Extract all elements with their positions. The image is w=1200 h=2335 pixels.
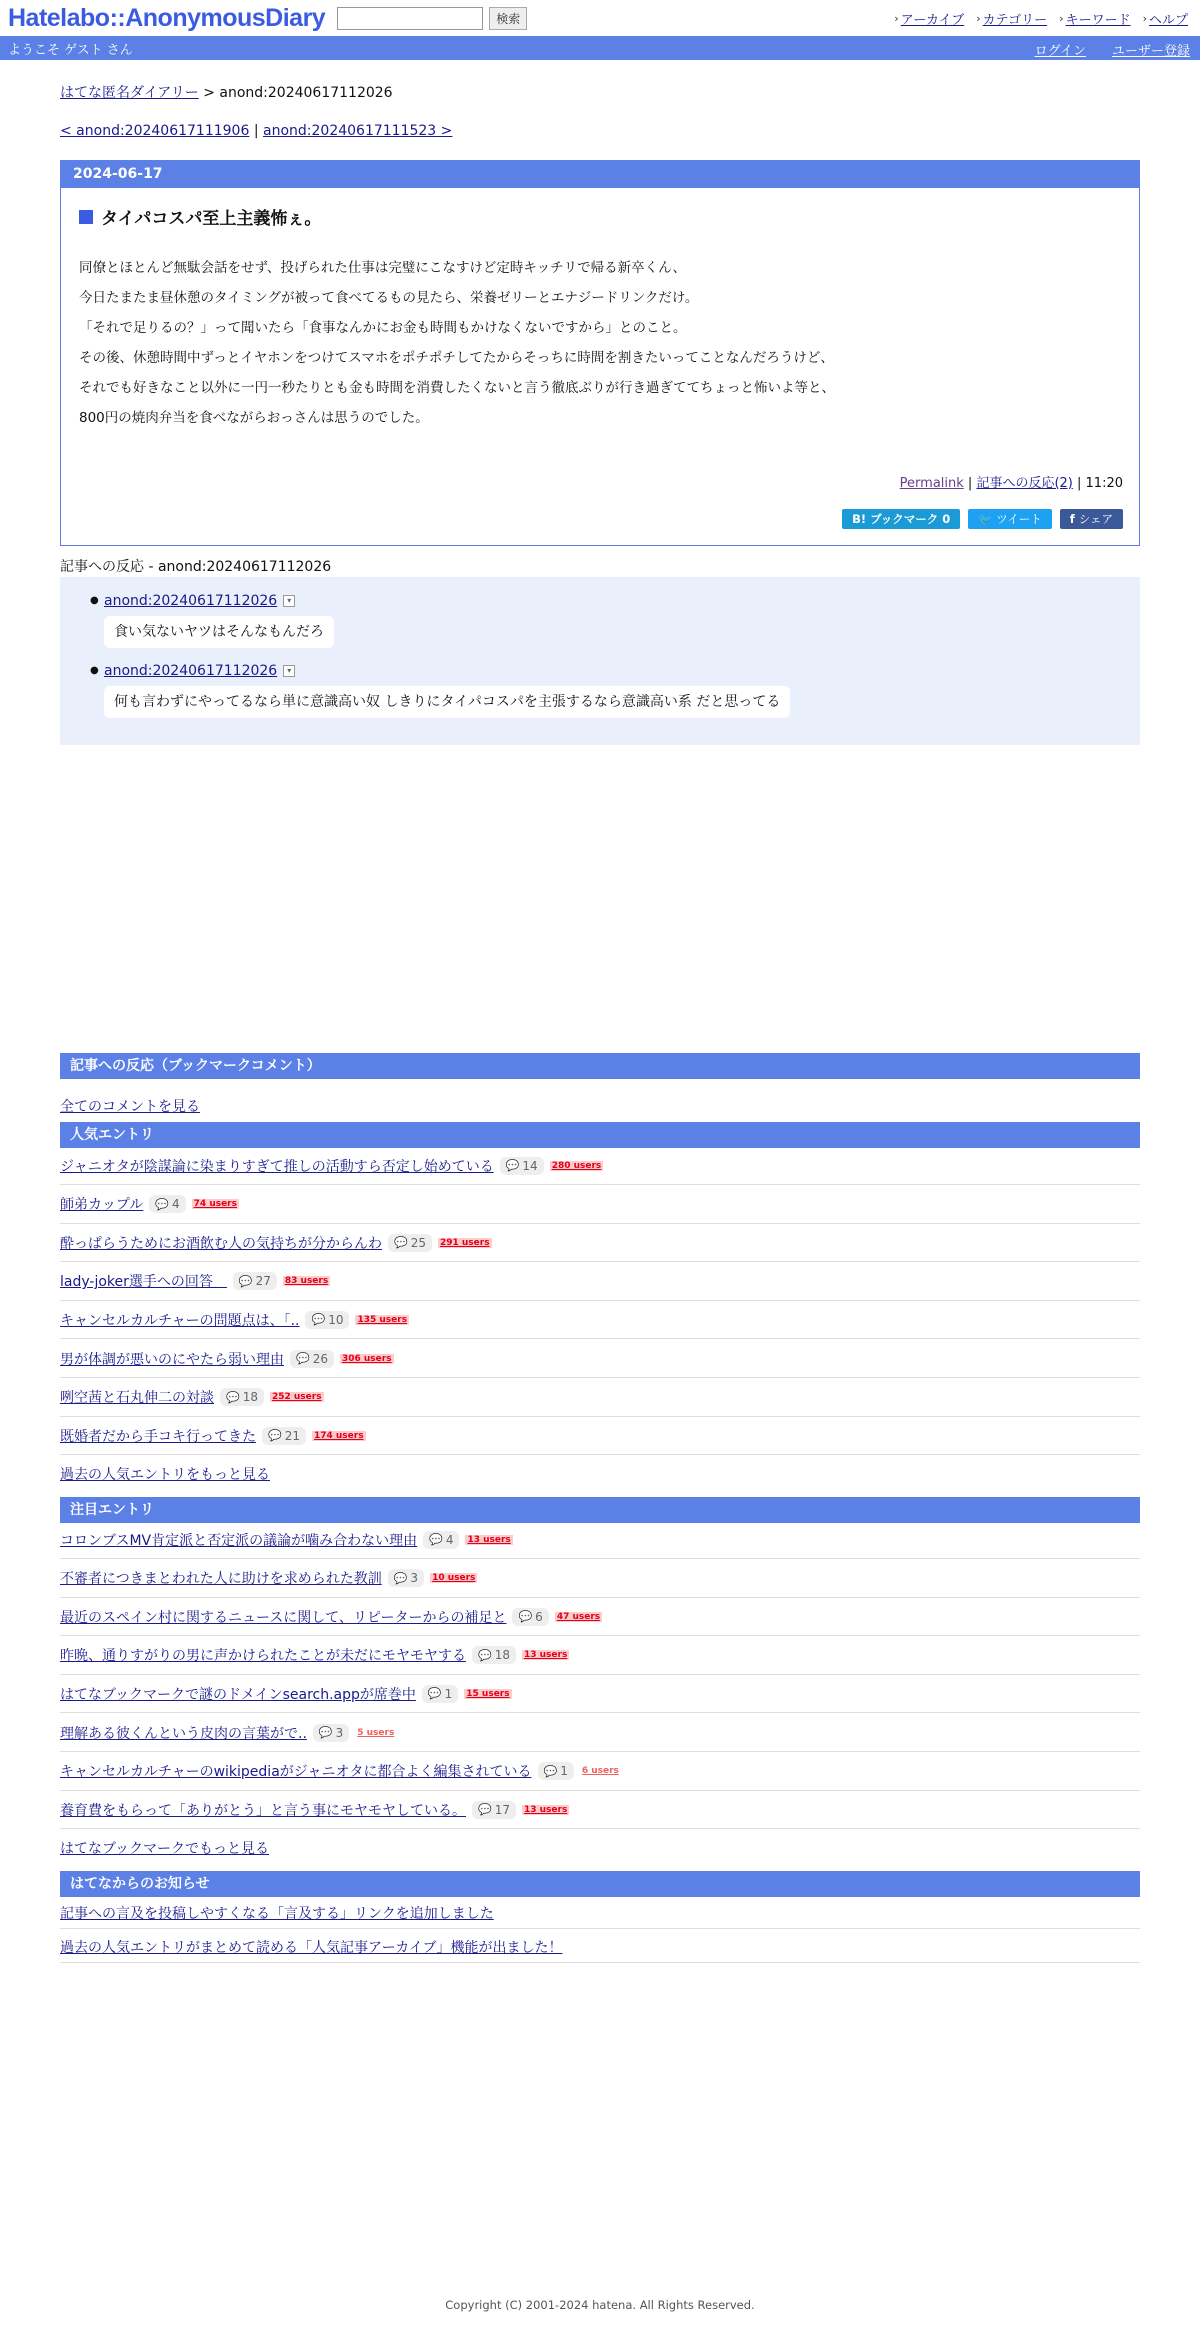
site-logo[interactable]: Hatelabo::AnonymousDiary [8, 3, 326, 32]
body-line: 今日たまたま昼休憩のタイミングが被って食べてるもの見たら、栄養ゼリーとエナジードリンクだけ。 [79, 290, 699, 306]
comment-count[interactable] [220, 1388, 264, 1406]
comment-count-value: 1 [560, 1764, 568, 1779]
bookmark-users-badge[interactable]: 74 users [193, 1199, 237, 1210]
chevron-right-icon: › [894, 12, 899, 25]
news-link[interactable]: 記事への言及を投稿しやすくなる「言及する」リンクを追加しました [60, 1905, 494, 1922]
comment-count-value: 25 [410, 1235, 426, 1250]
news-link[interactable]: 過去の人気エントリがまとめて読める「人気記事アーカイブ」機能が出ました！ [60, 1939, 563, 1956]
chevron-right-icon: › [1142, 12, 1147, 25]
tweet-button[interactable] [968, 509, 1051, 529]
bookmark-users-badge[interactable]: 135 users [357, 1314, 408, 1325]
permalink[interactable]: Permalink [899, 476, 964, 491]
body-line: 「それで足りるの？」って聞いたら「食事なんかにお金も時間もかけなくないですから」とのこと。 [79, 320, 687, 336]
login-link[interactable]: ログイン [1034, 44, 1086, 59]
comment-icon: 💬 [543, 1764, 558, 1778]
welcome-bar [0, 36, 1200, 60]
bookmark-users-badge[interactable]: 10 users [432, 1573, 476, 1584]
entry-date: 2024-06-17 [61, 161, 1139, 188]
entry-title-link[interactable]: キャンセルカルチャーのwikipediaがジャニオタに都合よく編集されている [60, 1764, 532, 1781]
comment-count[interactable] [388, 1234, 432, 1252]
comment-count-value: 27 [255, 1274, 271, 1289]
entry-title-link[interactable]: 師弟カップル [60, 1197, 144, 1214]
entry-row [60, 1186, 1140, 1224]
comment-icon: 💬 [296, 1352, 310, 1365]
entry-title-link[interactable]: 酔っぱらうためにお酒飲む人の気持ちが分からんわ [60, 1235, 382, 1252]
search-button[interactable]: 検索 [489, 7, 527, 30]
welcome-text: ようこそ ゲスト さん [8, 42, 133, 58]
comment-count-value: 6 [535, 1609, 543, 1624]
comment-count-value: 3 [335, 1725, 344, 1740]
entry-row [60, 1598, 1140, 1636]
entry-title-link[interactable]: コロンブスMV肯定派と否定派の議論が噛み合わない理由 [60, 1532, 418, 1549]
comment-icon: 💬 [226, 1390, 240, 1404]
bookmark-users-badge[interactable]: 15 users [466, 1688, 510, 1699]
facebook-icon: f [1069, 512, 1079, 526]
prev-next-sep: | [249, 123, 264, 139]
entry-row [60, 1417, 1140, 1455]
see-all-comments-link[interactable]: 全てのコメントを見る [60, 1099, 200, 1115]
reaction-link[interactable]: anond:20240617112026 [104, 663, 278, 679]
entry-row [60, 1224, 1140, 1262]
diary-entry [60, 160, 1140, 546]
entry-title-link[interactable]: 昨晩、通りすがりの男に声かけられたことが未だにモヤモヤする [60, 1648, 466, 1665]
reaction-item [90, 663, 295, 679]
comment-count-value: 3 [410, 1571, 419, 1586]
entry-row [60, 1340, 1140, 1378]
bookmark-users-badge[interactable]: 13 users [523, 1804, 568, 1815]
body-line: その後、休憩時間中ずっとイヤホンをつけてスマホをポチポチしてたからそっちに時間を割きたいってことなんだろうけど、 [79, 350, 834, 366]
comment-icon: 💬 [393, 1571, 408, 1585]
comment-count-value: 21 [284, 1428, 300, 1443]
comment-count-value: 26 [312, 1351, 328, 1366]
entry-title-link[interactable]: 既婚者だから手コキ行ってきた [60, 1428, 256, 1445]
bookmark-comments-header: 記事への反応（ブックマークコメント） [60, 1053, 1140, 1079]
nav-keyword-link[interactable]: キーワード [1065, 13, 1131, 28]
copyright: Copyright (C) 2001-2024 hatena. All Rights Reserved. [445, 2298, 755, 2312]
entry-row [60, 1714, 1140, 1752]
tweet-label: ツイート [996, 512, 1042, 526]
breadcrumb-sep: > [198, 85, 220, 101]
entry-time: 11:20 [1085, 476, 1123, 491]
comment-count-value: 1 [444, 1686, 453, 1701]
comment-count[interactable] [388, 1569, 424, 1587]
entry-row [60, 1301, 1140, 1339]
top-nav [894, 9, 1188, 28]
bookmark-users-badge[interactable]: 252 users [271, 1392, 322, 1403]
entry-row [60, 1379, 1140, 1417]
popular-more-link[interactable]: 過去の人気エントリをもっと見る [60, 1467, 270, 1483]
comment-icon: 💬 [394, 1236, 408, 1250]
nav-archive[interactable] [894, 9, 964, 28]
nav-category[interactable] [976, 9, 1047, 28]
entry-title-link[interactable]: ジャニオタが陰謀論に染まりすぎて推しの活動すら否定し始めている [60, 1158, 494, 1175]
body-line: 800円の焼肉弁当を食べながらおっさんは思うのでした。 [79, 410, 429, 426]
reactions-link[interactable]: 記事への反応(2) [976, 476, 1073, 491]
comment-count[interactable] [313, 1724, 349, 1742]
breadcrumb [60, 82, 393, 102]
comment-count[interactable] [233, 1272, 277, 1290]
bullet-icon: ● [90, 665, 99, 676]
entry-title-link[interactable]: 理解ある彼くんという皮肉の言葉がで.. [60, 1725, 307, 1742]
chevron-right-icon: › [976, 12, 981, 25]
news-item [60, 1897, 1140, 1929]
entry-title-link[interactable]: はてなブックマークで謎のドメインsearch.appが席巻中 [60, 1686, 416, 1703]
title-square-icon [79, 210, 93, 224]
notable-more-link[interactable]: はてなブックマークでもっと見る [60, 1841, 270, 1857]
comment-count-value: 18 [494, 1648, 510, 1663]
nav-keyword[interactable] [1059, 9, 1130, 28]
comment-icon: 💬 [518, 1610, 533, 1624]
nav-archive-link[interactable]: アーカイブ [900, 13, 965, 28]
comment-icon: 💬 [478, 1803, 492, 1817]
breadcrumb-current: anond:20240617112026 [219, 85, 393, 101]
breadcrumb-home[interactable]: はてな匿名ダイアリー [60, 85, 199, 101]
comment-icon: 💬 [427, 1687, 442, 1701]
bookmark-users-badge[interactable]: 5 users [357, 1727, 395, 1738]
entry-row [60, 1753, 1140, 1791]
bookmark-users-badge[interactable]: 6 users [581, 1766, 619, 1777]
comment-count-value: 10 [328, 1312, 344, 1327]
comment-count-value: 4 [172, 1197, 180, 1212]
dropdown-icon[interactable]: ▾ [283, 595, 295, 607]
entry-title-link[interactable]: 不審者につきまとわれた人に助けを求められた教訓 [60, 1571, 382, 1588]
register-link[interactable]: ユーザー登録 [1111, 44, 1190, 59]
reactions-list [60, 577, 1140, 745]
news-item [60, 1931, 1140, 1963]
comment-count[interactable] [149, 1195, 185, 1213]
comment-count[interactable] [290, 1350, 334, 1368]
entry-title-text: タイパコスパ至上主義怖ぇ。 [101, 209, 322, 229]
entry-row [60, 1521, 1140, 1559]
entry-row [60, 1791, 1140, 1829]
comment-count[interactable] [423, 1531, 459, 1549]
reaction-item [90, 593, 295, 609]
comment-count[interactable] [422, 1685, 458, 1703]
comment-icon: 💬 [238, 1274, 253, 1288]
bookmark-users-badge[interactable]: 291 users [439, 1237, 490, 1248]
comment-count[interactable] [512, 1608, 548, 1626]
nav-help[interactable] [1143, 9, 1188, 28]
comment-count-value: 4 [445, 1532, 454, 1547]
comment-icon: 💬 [429, 1533, 443, 1546]
comment-count-value: 18 [242, 1390, 258, 1405]
reactions-title: 記事への反応 - anond:20240617112026 [60, 556, 1140, 580]
bookmark-users-badge[interactable]: 174 users [313, 1430, 364, 1441]
comment-count-value: 14 [522, 1158, 538, 1173]
comment-count[interactable] [500, 1157, 544, 1175]
comment-count[interactable] [538, 1762, 574, 1780]
comment-count-value: 17 [494, 1802, 510, 1817]
entry-title [79, 204, 1139, 229]
entry-row [60, 1675, 1140, 1713]
next-entry-link[interactable]: anond:20240617111523 > [263, 123, 453, 139]
bullet-icon: ● [90, 595, 99, 606]
share-buttons [842, 509, 1123, 529]
dropdown-icon[interactable]: ▾ [283, 665, 295, 677]
comment-count[interactable] [472, 1801, 516, 1819]
comment-icon: 💬 [318, 1726, 333, 1739]
entry-title-link[interactable]: lady-joker選手への回答 [60, 1274, 227, 1291]
facebook-share-button[interactable] [1060, 509, 1123, 529]
bookmark-users-badge[interactable]: 13 users [467, 1534, 511, 1545]
entry-row [60, 1560, 1140, 1598]
chevron-right-icon: › [1059, 12, 1064, 25]
comment-icon: 💬 [311, 1313, 326, 1327]
facebook-label: シェア [1078, 512, 1113, 526]
comment-count[interactable] [262, 1427, 306, 1445]
body-line: それでも好きなこと以外に一円一秒たりとも金も時間を消費したくないと言う徹底ぶりが行き過ぎててちょっと怖いよ等と、 [79, 380, 835, 396]
comment-count[interactable] [472, 1646, 516, 1664]
reaction-bubble: 食い気ないヤツはそんなもんだろ [104, 616, 334, 648]
entry-title-link[interactable]: 咧空茜と石丸伸二の対談 [60, 1390, 214, 1407]
bookmark-users-badge[interactable]: 47 users [556, 1611, 601, 1622]
bookmark-users-badge[interactable]: 280 users [551, 1160, 602, 1171]
bookmark-users-badge[interactable]: 83 users [284, 1276, 329, 1287]
prev-entry-link[interactable]: < anond:20240617111906 [60, 123, 250, 139]
entry-row [60, 1263, 1140, 1301]
entry-title-link[interactable]: 最近のスペイン村に関するニュースに関して、リピーターからの補足と [60, 1609, 507, 1626]
nav-help-link[interactable]: ヘルプ [1148, 13, 1188, 28]
hatena-bookmark-button[interactable]: B! ブックマーク 0 [842, 509, 960, 529]
popular-entries-header: 人気エントリ [60, 1122, 1140, 1148]
bookmark-users-badge[interactable]: 13 users [523, 1650, 568, 1661]
comment-icon: 💬 [268, 1429, 282, 1443]
comment-icon: 💬 [505, 1159, 520, 1172]
comment-icon: 💬 [155, 1197, 170, 1211]
notable-entries-header: 注目エントリ [60, 1497, 1140, 1523]
reaction-bubble: 何も言わずにやってるなら単に意識高い奴 しきりにタイパコスパを主張するなら意識高い系 だと思ってる [104, 686, 790, 718]
entry-title-link[interactable]: 養育費をもらって「ありがとう」と言う事にモヤモヤしている。 [60, 1802, 466, 1819]
entry-row [60, 1147, 1140, 1185]
entry-title-link[interactable]: 男が体調が悪いのにやたら弱い理由 [60, 1351, 284, 1368]
entry-row [60, 1637, 1140, 1675]
comment-icon: 💬 [478, 1648, 492, 1662]
entry-body [79, 253, 1139, 433]
bookmark-users-badge[interactable]: 306 users [341, 1353, 392, 1364]
body-line: 同僚とほとんど無駄会話をせず、投げられた仕事は完璧にこなすけど定時キッチリで帰る新卒くん、 [79, 260, 686, 276]
reaction-link[interactable]: anond:20240617112026 [104, 593, 278, 609]
search-input[interactable] [337, 7, 483, 30]
prev-next-nav [60, 123, 452, 139]
hatena-news-header: はてなからのお知らせ [60, 1871, 1140, 1897]
top-bar [0, 0, 1200, 36]
comment-count[interactable] [305, 1311, 349, 1329]
entry-title-link[interactable]: キャンセルカルチャーの問題点は、「.. [60, 1312, 300, 1329]
nav-category-link[interactable]: カテゴリー [982, 13, 1048, 28]
twitter-bird-icon: 🐦 [978, 512, 997, 526]
entry-footer: Permalink | 記事への反応(2) | 11:20 [899, 476, 1123, 491]
